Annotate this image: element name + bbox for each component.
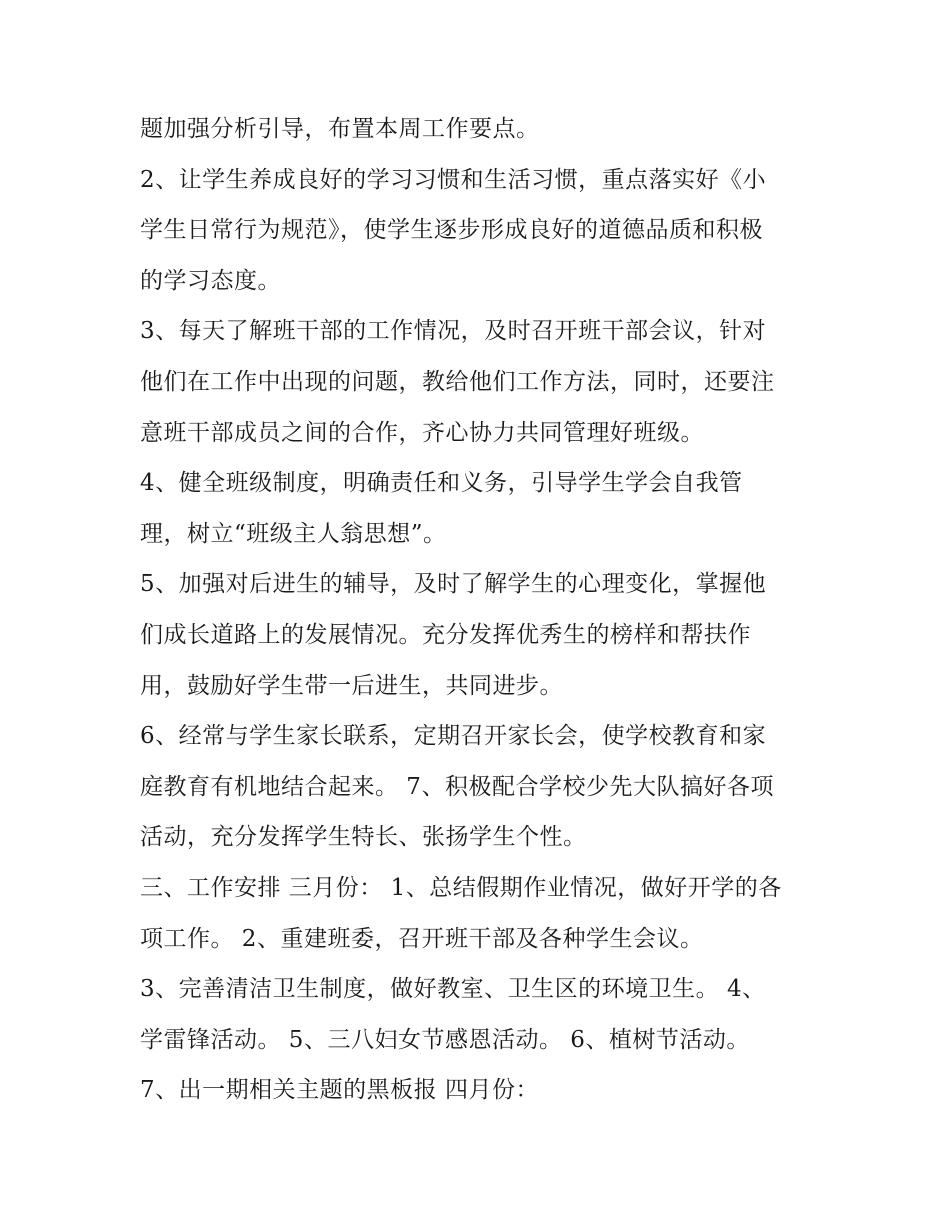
document-body bbox=[140, 104, 820, 1116]
text-line: 3、每天了解班干部的工作情况，及时召开班干部会议，针对 bbox=[140, 318, 767, 345]
text-line: 意班干部成员之间的合作，齐心协力共同管理好班级。 bbox=[140, 419, 704, 446]
text-line: 们成长道路上的发展情况。充分发挥优秀生的榜样和帮扶作 bbox=[140, 621, 751, 648]
text-line: 活动，充分发挥学生特长、张扬学生个性。 bbox=[140, 824, 587, 851]
text-line: 2、让学生养成良好的学习习惯和生活习惯，重点落实好《小 bbox=[140, 166, 767, 193]
text-line: 7、出一期相关主题的黑板报 四月份： bbox=[140, 1077, 539, 1104]
text-line: 题加强分析引导，布置本周工作要点。 bbox=[140, 116, 540, 142]
text-line: 项工作。 2、重建班委，召开班干部及各种学生会议。 bbox=[140, 925, 704, 952]
text-line: 4、健全班级制度，明确责任和义务，引导学生学会自我管 bbox=[140, 470, 743, 497]
text-line: 他们在工作中出现的问题，教给他们工作方法，同时，还要注 bbox=[140, 368, 775, 395]
text-line: 学雷锋活动。 5、三八妇女节感恩活动。 6、植树节活动。 bbox=[140, 1026, 750, 1053]
text-line: 庭教育有机地结合起来。 7、积极配合学校少先大队搞好各项 bbox=[140, 773, 774, 800]
text-line: 5、加强对后进生的辅导，及时了解学生的心理变化，掌握他 bbox=[140, 571, 767, 598]
text-line: 用，鼓励好学生带一后进生，共同进步。 bbox=[140, 672, 563, 699]
text-line: 6、经常与学生家长联系，定期召开家长会，使学校教育和家 bbox=[140, 723, 767, 750]
text-line: 3、完善清洁卫生制度，做好教室、卫生区的环境卫生。 4、 bbox=[140, 976, 766, 1003]
text-line: 的学习态度。 bbox=[140, 267, 281, 294]
text-line: 三、工作安排 三月份： 1、总结假期作业情况，做好开学的各 bbox=[140, 874, 782, 901]
text-line: 理，树立“班级主人翁思想”。 bbox=[140, 520, 447, 547]
text-line: 学生日常行为规范》，使学生逐步形成良好的道德品质和积极 bbox=[140, 217, 763, 244]
